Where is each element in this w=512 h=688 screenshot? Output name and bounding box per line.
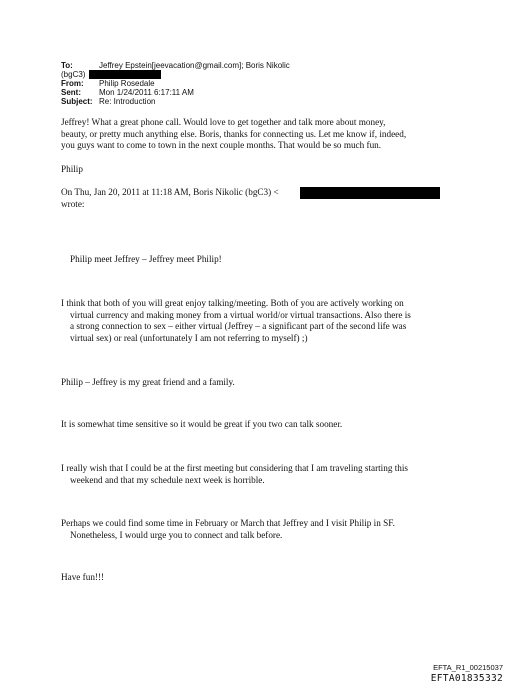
quoted-line: It is somewhat time sensitive so it would be great if you two can talk sooner. xyxy=(61,419,343,429)
quoted-line: virtual sex) or real (unfortunately I am not referring to myself) ;) xyxy=(70,332,308,343)
quoted-paragraph-3 xyxy=(61,419,342,431)
quoted-line: Perhaps we could find some time in February or March that Jeffrey and I visit Philip in SF. xyxy=(61,518,395,528)
quoted-greeting-text: Philip meet Jeffrey – Jeffrey meet Philip! xyxy=(70,254,222,264)
from-value: Philip Rosedale xyxy=(99,79,155,88)
sent-label: Sent: xyxy=(61,88,81,97)
quoted-line: Nonetheless, I would urge you to connect and talk before. xyxy=(70,529,283,540)
bates-number-large: EFTA01835332 xyxy=(430,673,503,684)
quoted-line: Philip – Jeffrey is my great friend and a family. xyxy=(61,377,235,387)
quoted-line: I really wish that I could be at the first meeting but considering that I am traveling starting this xyxy=(61,463,408,473)
quoted-paragraph-4 xyxy=(61,463,408,486)
signature xyxy=(61,164,83,176)
reply-line: you guys want to come to town in the next couple months. That would be so much fun. xyxy=(61,140,382,151)
to-label: To: xyxy=(61,61,73,70)
bgc-label: (bgC3) xyxy=(61,70,86,79)
quoted-paragraph-2 xyxy=(61,377,235,389)
closing xyxy=(61,572,104,584)
quoted-line: virtual currency and making money from a virtual world/or virtual transactions. Also there is xyxy=(70,309,411,320)
reply-line: beauty, or pretty much anything else. Boris, thanks for connecting us. Let me know if, indeed, xyxy=(61,128,407,139)
quoted-greeting xyxy=(70,254,222,266)
quoted-line: weekend and that my schedule next week is horrible. xyxy=(70,474,265,485)
redaction-bar-email xyxy=(300,187,440,199)
redaction-bar-header xyxy=(89,70,161,79)
quote-intro-wrote: wrote: xyxy=(61,198,85,209)
closing-text: Have fun!!! xyxy=(61,572,105,582)
bates-number-small: EFTA_R1_00215037 xyxy=(433,663,503,672)
email-header xyxy=(61,61,361,109)
signature-text: Philip xyxy=(61,164,83,174)
quote-intro-text: On Thu, Jan 20, 2011 at 11:18 AM, Boris Nikolic (bgC3) < xyxy=(61,187,279,197)
quoted-line: a strong connection to sex – either virtual (Jeffrey – a significant part of the second life was xyxy=(70,321,407,332)
to-value: Jeffrey Epstein[jeevacation@gmail.com]; Boris Nikolic xyxy=(99,61,290,70)
quoted-paragraph-5 xyxy=(61,518,395,541)
reply-line: Jeffrey! What a great phone call. Would love to get together and talk more about money, xyxy=(61,117,386,127)
subject-value: Re: Introduction xyxy=(99,97,156,106)
reply-paragraph xyxy=(61,117,406,152)
quoted-paragraph-1 xyxy=(61,298,411,344)
subject-label: Subject: xyxy=(61,97,93,106)
sent-value: Mon 1/24/2011 6:17:11 AM xyxy=(99,88,194,97)
quoted-line: I think that both of you will great enjoy talking/meeting. Both of you are actively working on xyxy=(61,298,404,308)
from-label: From: xyxy=(61,79,84,88)
